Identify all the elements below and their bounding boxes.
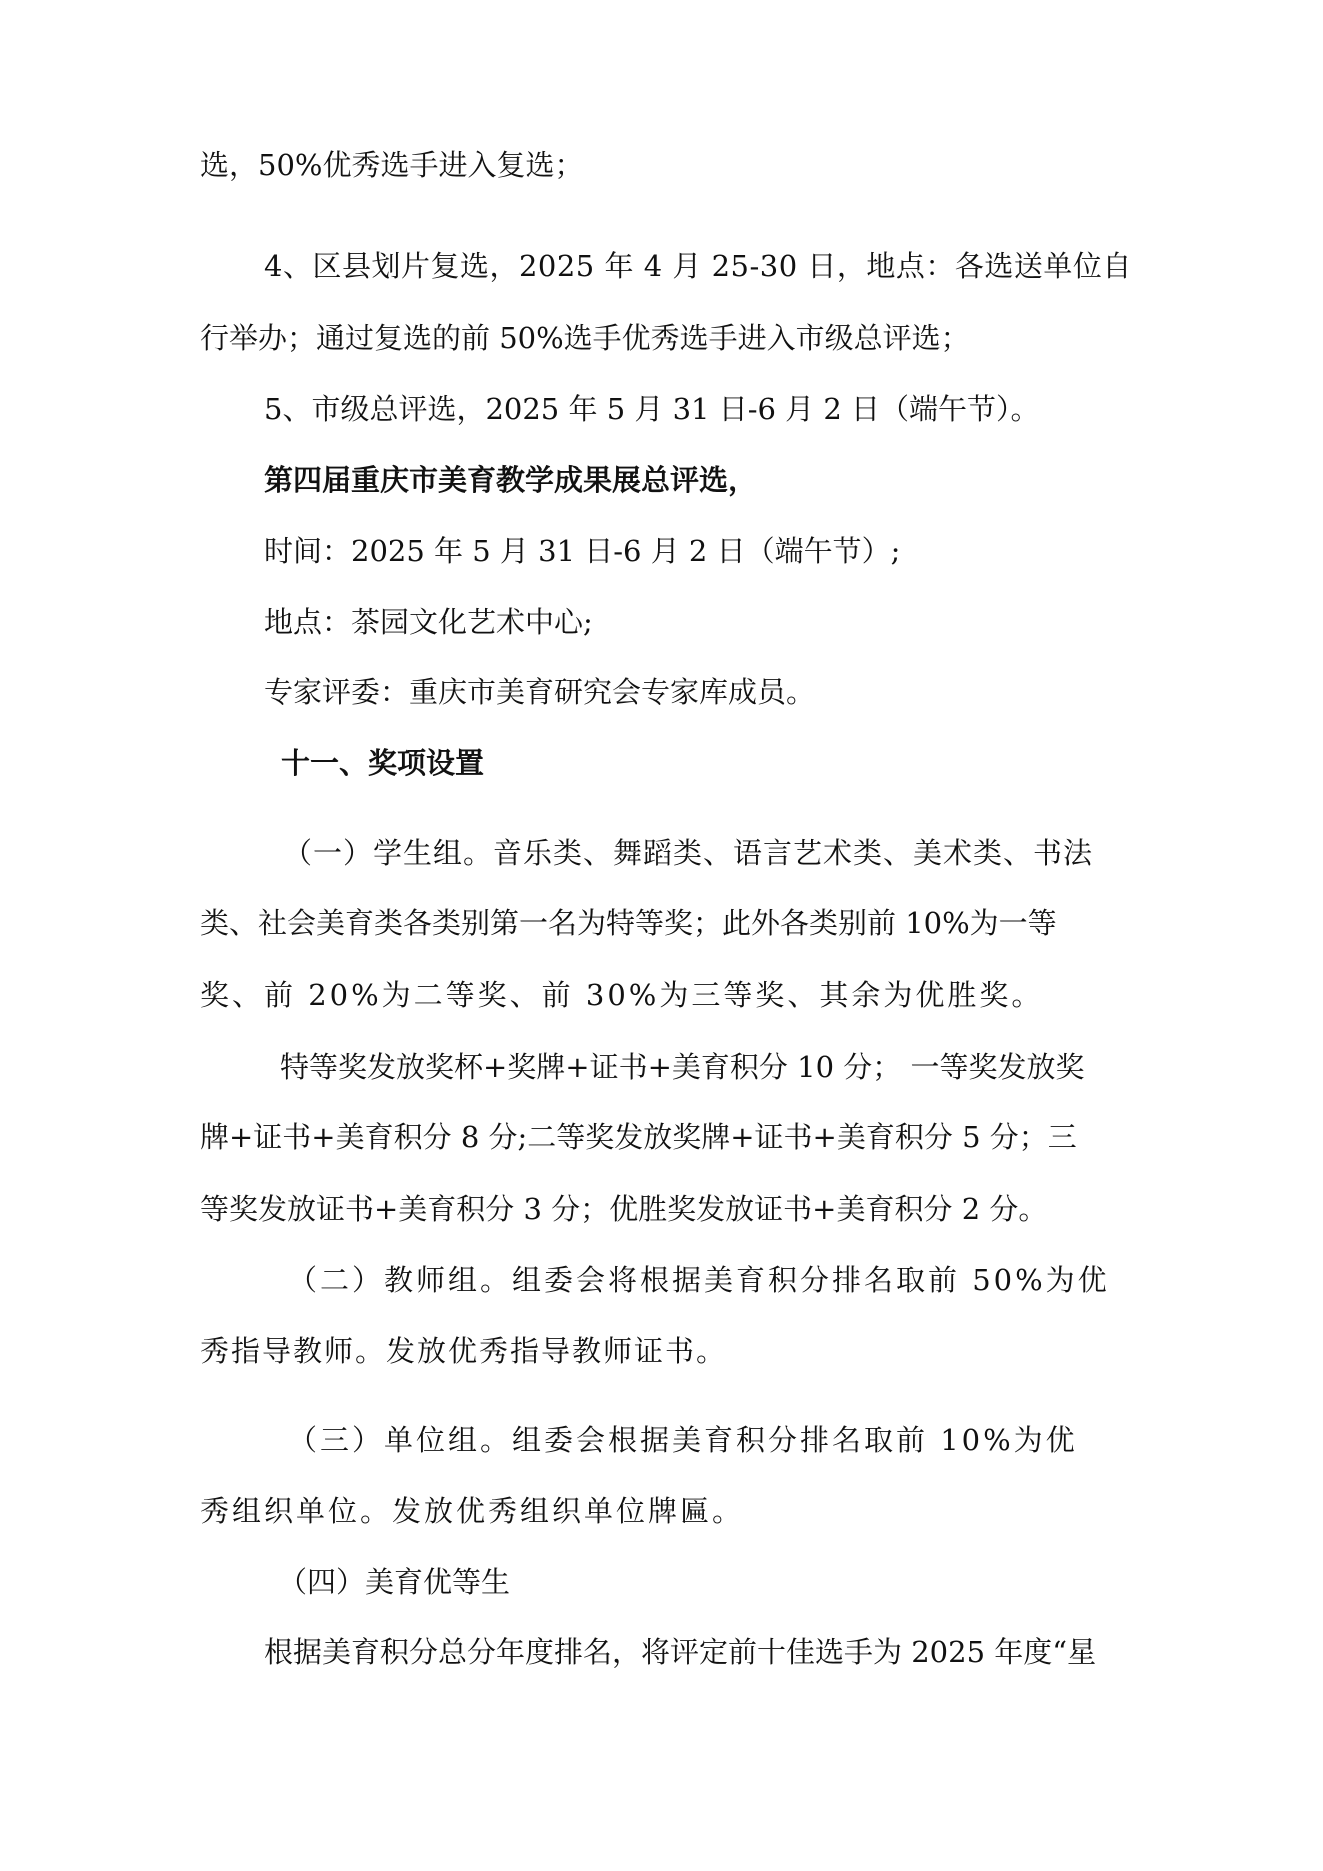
text-line: 特等奖发放奖杯+奖牌+证书+美育积分 10 分； 一等奖发放奖: [280, 1050, 1085, 1084]
text-line: 秀指导教师。发放优秀指导教师证书。: [200, 1334, 728, 1368]
text-line: 行举办；通过复选的前 50%选手优秀选手进入市级总评选；: [200, 321, 970, 355]
text-line: 奖、前 20%为二等奖、前 30%为三等奖、其余为优胜奖。: [200, 978, 1044, 1012]
text-line: 选，50%优秀选手进入复选；: [200, 148, 584, 182]
text-line: （三）单位组。组委会根据美育积分排名取前 10%为优: [288, 1423, 1078, 1457]
text-line: （四）美育优等生: [278, 1565, 511, 1599]
text-line: 等奖发放证书+美育积分 3 分；优胜奖发放证书+美育积分 2 分。: [200, 1192, 1048, 1226]
text-line: 4、区县划片复选，2025 年 4 月 25-30 日，地点：各选送单位自: [264, 249, 1132, 283]
text-line: 秀组织单位。发放优秀组织单位牌匾。: [200, 1494, 745, 1528]
text-line: 地点：茶园文化艺术中心;: [264, 605, 593, 639]
section-heading: 第四届重庆市美育教学成果展总评选，: [264, 463, 758, 497]
text-line: （二）教师组。组委会将根据美育积分排名取前 50%为优: [288, 1263, 1110, 1297]
text-line: （一）学生组。音乐类、舞蹈类、语言艺术类、美术类、书法: [283, 836, 1094, 870]
text-line: 时间：2025 年 5 月 31 日-6 月 2 日（端午节）;: [264, 534, 901, 568]
text-line: 类、社会美育类各类别第一名为特等奖；此外各类别前 10%为一等: [200, 906, 1057, 940]
text-line: 专家评委：重庆市美育研究会专家库成员。: [264, 675, 816, 709]
text-line: 牌+证书+美育积分 8 分;二等奖发放奖牌+证书+美育积分 5 分；三: [200, 1120, 1077, 1154]
text-line: 根据美育积分总分年度排名，将评定前十佳选手为 2025 年度“星: [264, 1635, 1097, 1669]
section-heading: 十一、奖项设置: [281, 746, 485, 780]
text-line: 5、市级总评选，2025 年 5 月 31 日-6 月 2 日（端午节）。: [264, 392, 1040, 426]
